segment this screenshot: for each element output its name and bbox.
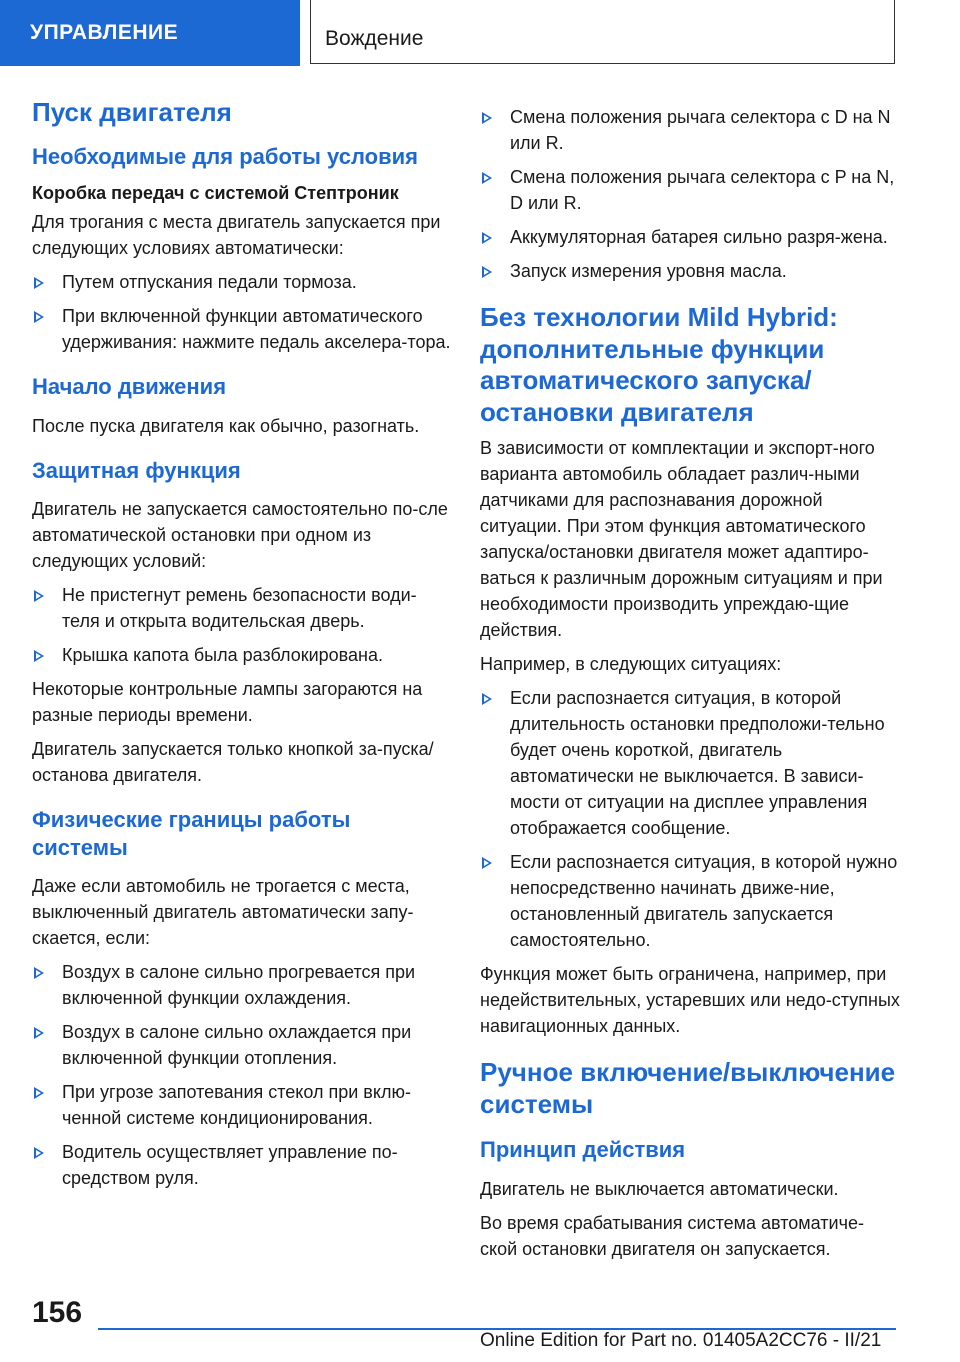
paragraph: Во время срабатывания система автоматиче-ской остановки двигателя он запускается. xyxy=(480,1212,864,1259)
list-item: Если распознается ситуация, в которой длительность остановки предположи-тельно будет очень короткой, двигатель автоматически не выключается. В зависи-мости от ситуации на дисплее управления отображается сообщение. xyxy=(480,685,900,841)
triangle-bullet-icon xyxy=(482,693,492,705)
heading-system-limits: Физические границы работы системы xyxy=(32,807,351,860)
paragraph: В зависимости от комплектации и экспорт-ного варианта автомобиль обладает различ-ными датчиками для распознавания дорожной ситуации. При этом функция автоматического запуска/остановки двигателя может адаптиро-ваться к различным дорожным ситуациям и при необходимости производить упреждаю-щие действия. xyxy=(480,437,883,640)
paragraph: Для трогания с места двигатель запускается при следующих условиях автоматически: xyxy=(32,212,441,259)
triangle-bullet-icon xyxy=(34,650,44,662)
list-item: Водитель осуществляет управление по-средством руля. xyxy=(32,1139,452,1191)
list-item: Воздух в салоне сильно охлаждается при включенной функции отопления. xyxy=(32,1019,452,1071)
list-item: Запуск измерения уровня масла. xyxy=(480,258,900,284)
list-item: Воздух в салоне сильно прогревается при включенной функции охлаждения. xyxy=(32,959,452,1011)
paragraph: Двигатель не запускается самостоятельно по-сле автоматической остановки при одном из следующих условий: xyxy=(32,499,448,572)
list-item: Смена положения рычага селектора с P на N, D или R. xyxy=(480,164,900,216)
page-number: 156 xyxy=(32,1296,83,1329)
heading-conditions: Необходимые для работы условия xyxy=(32,143,418,169)
list-item: Путем отпускания педали тормоза. xyxy=(32,269,452,295)
triangle-bullet-icon xyxy=(482,112,492,124)
heading-engine-start: Пуск двигателя xyxy=(32,97,232,127)
chapter-tab: Вождение xyxy=(310,0,895,64)
paragraph: Двигатель не выключается автоматически. xyxy=(480,1178,839,1199)
triangle-bullet-icon xyxy=(34,277,44,289)
bullet-list xyxy=(32,582,452,668)
heading-mild-hybrid: Без технологии Mild Hybrid: дополнительные функции автоматического запуска/ остановки двигателя xyxy=(480,302,838,428)
paragraph: Некоторые контрольные лампы загораются на разные периоды времени. xyxy=(32,679,423,726)
paragraph: Функция может быть ограничена, например, при недействительных, устаревших или недо-ступных навигационных данных. xyxy=(480,963,900,1036)
list-item: Если распознается ситуация, в которой нужно непосредственно начинать движе-ние, остановленный двигатель запускается самостоятельно. xyxy=(480,849,900,953)
paragraph: Даже если автомобиль не трогается с места, выключенный двигатель автоматически запу-скается, если: xyxy=(32,876,414,949)
triangle-bullet-icon xyxy=(34,967,44,979)
page-header xyxy=(0,0,960,66)
list-item: Смена положения рычага селектора с D на N или R. xyxy=(480,104,900,156)
edition-note: Online Edition for Part no. 01405A2CC76 - II/21 xyxy=(480,1330,882,1351)
triangle-bullet-icon xyxy=(482,266,492,278)
triangle-bullet-icon xyxy=(482,232,492,244)
right-column xyxy=(480,104,900,1270)
triangle-bullet-icon xyxy=(34,311,44,323)
heading-start-driving: Начало движения xyxy=(32,374,227,400)
list-item: Крышка капота была разблокирована. xyxy=(32,642,452,668)
list-item: Не пристегнут ремень безопасности води-теля и открыта водительская дверь. xyxy=(32,582,452,634)
list-item: Аккумуляторная батарея сильно разря-жена. xyxy=(480,224,900,250)
triangle-bullet-icon xyxy=(34,1147,44,1159)
paragraph: Двигатель запускается только кнопкой за-пуска/останова двигателя. xyxy=(32,739,434,786)
heading-steptronic: Коробка передач с системой Стептроник xyxy=(32,183,399,203)
triangle-bullet-icon xyxy=(482,172,492,184)
bullet-list xyxy=(32,959,452,1191)
triangle-bullet-icon xyxy=(482,857,492,869)
section-tab: УПРАВЛЕНИЕ xyxy=(0,0,300,66)
triangle-bullet-icon xyxy=(34,590,44,602)
list-item: При включенной функции автоматического удерживания: нажмите педаль акселера-тора. xyxy=(32,303,452,355)
bullet-list xyxy=(32,269,452,355)
list-item: При угрозе запотевания стекол при вклю-ченной системе кондиционирования. xyxy=(32,1079,452,1131)
left-column xyxy=(32,96,452,1199)
heading-principle: Принцип действия xyxy=(480,1137,686,1163)
bullet-list xyxy=(480,685,900,953)
triangle-bullet-icon xyxy=(34,1027,44,1039)
paragraph: После пуска двигателя как обычно, разогнать. xyxy=(32,415,420,436)
triangle-bullet-icon xyxy=(34,1087,44,1099)
paragraph: Например, в следующих ситуациях: xyxy=(480,653,782,674)
heading-protective-function: Защитная функция xyxy=(32,457,241,483)
bullet-list xyxy=(480,104,900,284)
heading-manual-switch: Ручное включение/выключение системы xyxy=(480,1056,896,1119)
